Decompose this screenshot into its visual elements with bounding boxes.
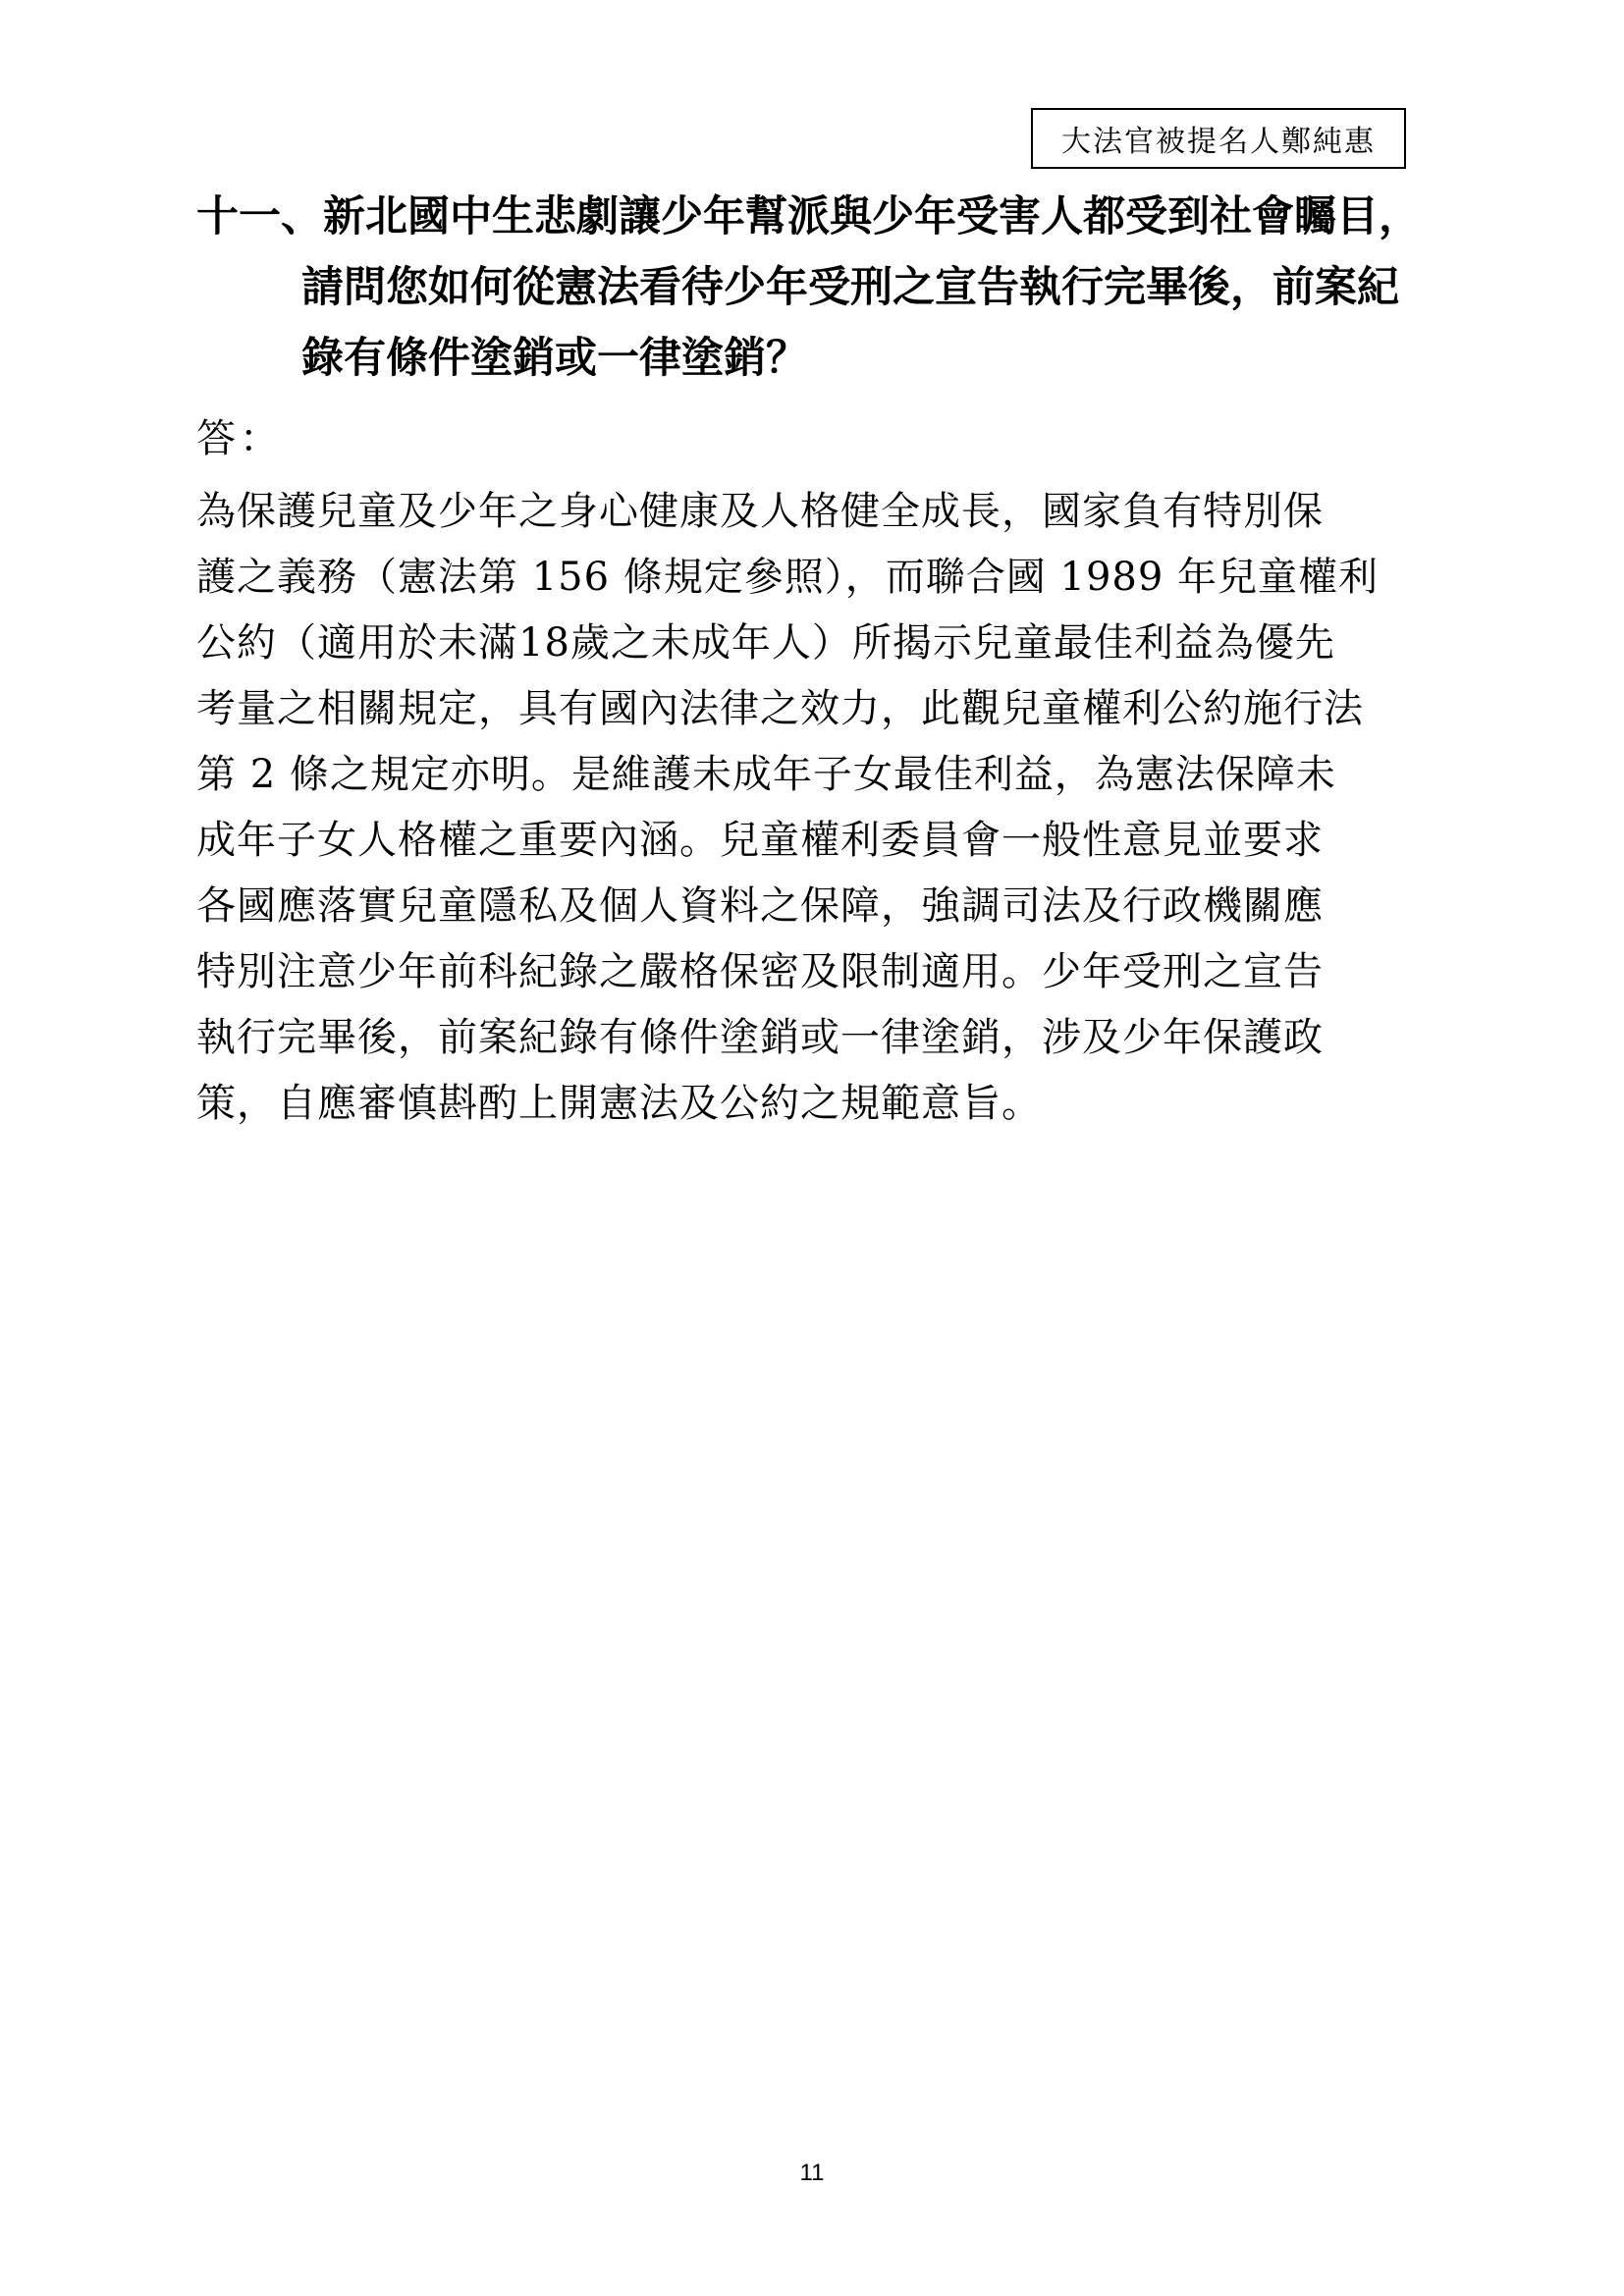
- answer-line: 策，自應審慎斟酌上開憲法及公約之規範意旨。: [196, 1081, 1042, 1126]
- answer-line: 各國應落實兒童隱私及個人資料之保障，強調司法及行政機關應: [196, 883, 1324, 929]
- answer-line: 成年子女人格權之重要內涵。兒童權利委員會一般性意見並要求: [196, 818, 1324, 863]
- question-line: 請問您如何從憲法看待少年受刑之宣告執行完畢後，前案紀: [301, 263, 1399, 312]
- answer-line: 考量之相關規定，具有國內法律之效力，此觀兒童權利公約施行法: [196, 686, 1364, 731]
- answer-line: 護之義務（憲法第 156 條規定參照），而聯合國 1989 年兒童權利: [196, 555, 1380, 600]
- question-line: 錄有條件塗銷或一律塗銷？: [301, 334, 808, 383]
- page-number: 11: [799, 2160, 825, 2186]
- nominee-header-box: [1031, 108, 1406, 169]
- question-heading: [196, 182, 1453, 394]
- question-line: 十一、新北國中生悲劇讓少年幫派與少年受害人都受到社會矚目，: [196, 192, 1421, 241]
- answer-line: 公約（適用於未滿18歲之未成年人）所揭示兒童最佳利益為優先: [196, 620, 1335, 666]
- nominee-label: 大法官被提名人鄭純惠: [1061, 125, 1376, 159]
- answer-line: 第 2 條之規定亦明。是維護未成年子女最佳利益，為憲法保障未: [196, 752, 1336, 797]
- answer-line: 執行完畢後，前案紀錄有條件塗銷或一律塗銷，涉及少年保護政: [196, 1015, 1324, 1060]
- answer-label: 答：: [196, 416, 283, 461]
- answer-line: 為保護兒童及少年之身心健康及人格健全成長，國家負有特別保: [196, 489, 1324, 534]
- answer-line: 特別注意少年前科紀錄之嚴格保密及限制適用。少年受刑之宣告: [196, 949, 1324, 994]
- answer-paragraph: [196, 479, 1463, 1137]
